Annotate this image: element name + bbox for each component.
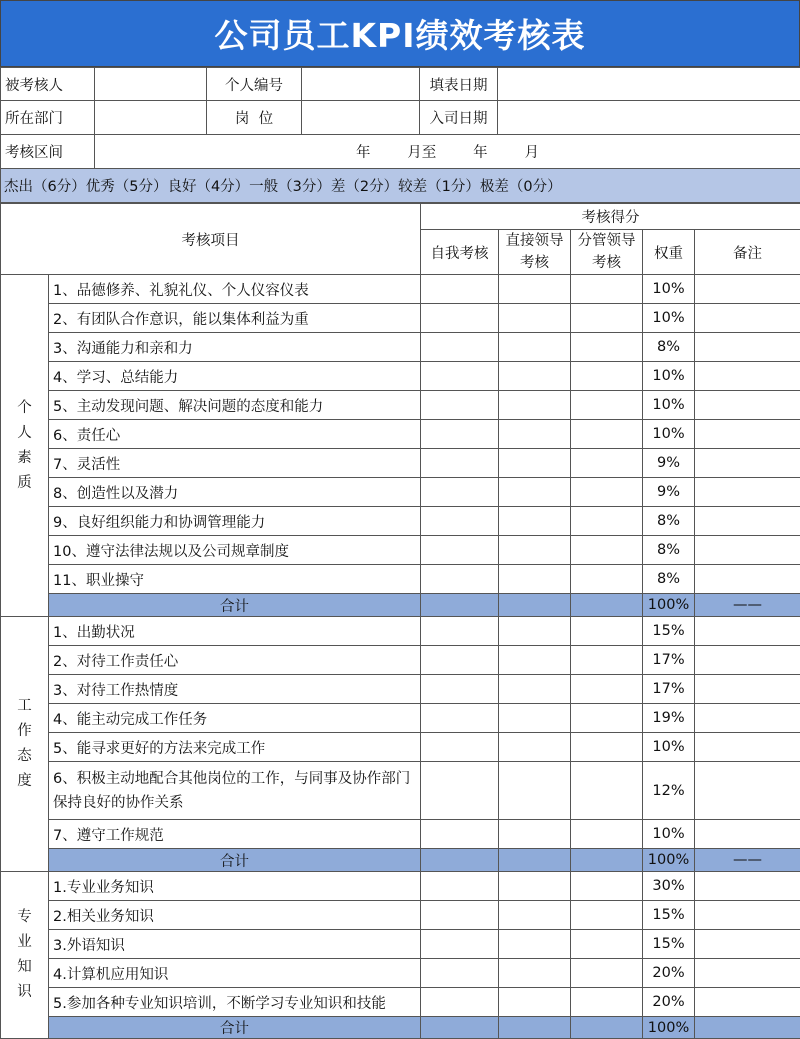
self-score-cell[interactable] [421, 675, 499, 704]
self-score-cell[interactable] [421, 362, 499, 391]
total-score-cell [571, 1017, 643, 1039]
direct-score-cell[interactable] [499, 391, 571, 420]
self-score-cell[interactable] [421, 304, 499, 333]
self-score-cell[interactable] [421, 901, 499, 930]
total-score-cell [421, 1017, 499, 1039]
table-row [1, 762, 800, 820]
join-date-field[interactable] [498, 101, 800, 135]
branch-score-cell[interactable] [571, 507, 643, 536]
weight-cell: 10% [643, 733, 695, 762]
weight-cell: 8% [643, 507, 695, 536]
item-text: 1、出勤状况 [49, 617, 421, 646]
self-score-cell[interactable] [421, 820, 499, 849]
table-row [1, 675, 800, 704]
total-score-cell [499, 1017, 571, 1039]
direct-score-cell[interactable] [499, 901, 571, 930]
total-remark: —— [695, 594, 800, 617]
item-text: 1、品德修养、礼貌礼仪、个人仪容仪表 [49, 275, 421, 304]
branch-score-cell[interactable] [571, 617, 643, 646]
branch-score-cell[interactable] [571, 391, 643, 420]
section-name: 个 人 素 质 [1, 275, 49, 617]
section-name: 专 业 知 识 [1, 872, 49, 1039]
item-text: 2、有团队合作意识，能以集体利益为重 [49, 304, 421, 333]
branch-score-cell[interactable] [571, 565, 643, 594]
remark-cell[interactable] [695, 449, 800, 478]
header-direct: 直接领导考核 [499, 230, 571, 275]
weight-cell: 9% [643, 449, 695, 478]
self-score-cell[interactable] [421, 733, 499, 762]
remark-cell[interactable] [695, 959, 800, 988]
remark-cell[interactable] [695, 275, 800, 304]
total-remark: —— [695, 849, 800, 872]
remark-cell[interactable] [695, 617, 800, 646]
branch-score-cell[interactable] [571, 901, 643, 930]
total-score-cell [499, 594, 571, 617]
remark-cell[interactable] [695, 507, 800, 536]
self-score-cell[interactable] [421, 872, 499, 901]
direct-score-cell[interactable] [499, 478, 571, 507]
header-score-group: 考核得分 [421, 204, 800, 230]
employee-no-field[interactable] [302, 68, 420, 101]
branch-score-cell[interactable] [571, 536, 643, 565]
weight-cell: 8% [643, 536, 695, 565]
self-score-cell[interactable] [421, 565, 499, 594]
table-row [1, 959, 800, 988]
table-row [1, 820, 800, 849]
table-row [1, 362, 800, 391]
table-row [1, 872, 800, 901]
direct-score-cell[interactable] [499, 675, 571, 704]
fill-date-label: 填表日期 [420, 68, 498, 101]
weight-cell: 17% [643, 646, 695, 675]
weight-cell: 17% [643, 675, 695, 704]
direct-score-cell[interactable] [499, 420, 571, 449]
remark-cell[interactable] [695, 704, 800, 733]
weight-cell: 20% [643, 988, 695, 1017]
table-row [1, 391, 800, 420]
info-table [0, 67, 800, 203]
item-text: 3、沟通能力和亲和力 [49, 333, 421, 362]
item-text: 5.参加各种专业知识培训，不断学习专业知识和技能 [49, 988, 421, 1017]
self-score-cell[interactable] [421, 275, 499, 304]
item-text: 11、职业操守 [49, 565, 421, 594]
branch-score-cell[interactable] [571, 449, 643, 478]
branch-score-cell[interactable] [571, 988, 643, 1017]
remark-cell[interactable] [695, 304, 800, 333]
header-self: 自我考核 [421, 230, 499, 275]
total-score-cell [499, 849, 571, 872]
item-text: 3、对待工作热情度 [49, 675, 421, 704]
table-row [1, 617, 800, 646]
direct-score-cell[interactable] [499, 275, 571, 304]
branch-score-cell[interactable] [571, 872, 643, 901]
remark-cell[interactable] [695, 733, 800, 762]
table-row [1, 275, 800, 304]
weight-cell: 10% [643, 420, 695, 449]
weight-cell: 8% [643, 565, 695, 594]
total-weight: 100% [643, 849, 695, 872]
table-row [1, 733, 800, 762]
branch-score-cell[interactable] [571, 420, 643, 449]
direct-score-cell[interactable] [499, 959, 571, 988]
self-score-cell[interactable] [421, 391, 499, 420]
remark-cell[interactable] [695, 565, 800, 594]
self-score-cell[interactable] [421, 988, 499, 1017]
score-scale-legend: 杰出（6分）优秀（5分）良好（4分）一般（3分）差（2分）较差（1分）极差（0分） [1, 169, 800, 203]
self-score-cell[interactable] [421, 478, 499, 507]
item-text: 10、遵守法律法规以及公司规章制度 [49, 536, 421, 565]
direct-score-cell[interactable] [499, 536, 571, 565]
self-score-cell[interactable] [421, 449, 499, 478]
total-weight: 100% [643, 1017, 695, 1039]
total-score-cell [421, 849, 499, 872]
examinee-field[interactable] [95, 68, 207, 101]
item-text: 7、遵守工作规范 [49, 820, 421, 849]
self-score-cell[interactable] [421, 507, 499, 536]
section-name: 工 作 态 度 [1, 617, 49, 872]
self-score-cell[interactable] [421, 762, 499, 820]
remark-cell[interactable] [695, 536, 800, 565]
total-label: 合计 [49, 594, 421, 617]
self-score-cell[interactable] [421, 617, 499, 646]
weight-cell: 15% [643, 930, 695, 959]
branch-score-cell[interactable] [571, 704, 643, 733]
table-row [1, 478, 800, 507]
remark-cell[interactable] [695, 362, 800, 391]
weight-cell: 8% [643, 333, 695, 362]
remark-cell[interactable] [695, 391, 800, 420]
fill-date-field[interactable] [498, 68, 800, 101]
join-date-label: 入司日期 [420, 101, 498, 135]
table-row [1, 565, 800, 594]
direct-score-cell[interactable] [499, 449, 571, 478]
remark-cell[interactable] [695, 820, 800, 849]
position-field[interactable] [302, 101, 420, 135]
table-row [1, 449, 800, 478]
table-row [1, 507, 800, 536]
total-label: 合计 [49, 849, 421, 872]
remark-cell[interactable] [695, 872, 800, 901]
weight-cell: 15% [643, 901, 695, 930]
branch-score-cell[interactable] [571, 762, 643, 820]
table-row [1, 988, 800, 1017]
direct-score-cell[interactable] [499, 930, 571, 959]
period-field[interactable]: 年 月至 年 月 [95, 135, 800, 169]
item-text: 5、主动发现问题、解决问题的态度和能力 [49, 391, 421, 420]
weight-cell: 12% [643, 762, 695, 820]
total-remark [695, 1017, 800, 1039]
header-item: 考核项目 [1, 204, 421, 275]
total-score-cell [571, 849, 643, 872]
remark-cell[interactable] [695, 988, 800, 1017]
branch-score-cell[interactable] [571, 304, 643, 333]
direct-score-cell[interactable] [499, 820, 571, 849]
item-text: 2、对待工作责任心 [49, 646, 421, 675]
remark-cell[interactable] [695, 646, 800, 675]
weight-cell: 9% [643, 478, 695, 507]
position-label: 岗 位 [207, 101, 302, 135]
direct-score-cell[interactable] [499, 872, 571, 901]
total-score-cell [571, 594, 643, 617]
direct-score-cell[interactable] [499, 704, 571, 733]
total-score-cell [421, 594, 499, 617]
header-remark: 备注 [695, 230, 800, 275]
examinee-label: 被考核人 [1, 68, 95, 101]
self-score-cell[interactable] [421, 704, 499, 733]
item-text: 9、良好组织能力和协调管理能力 [49, 507, 421, 536]
total-label: 合计 [49, 1017, 421, 1039]
item-text: 4.计算机应用知识 [49, 959, 421, 988]
direct-score-cell[interactable] [499, 617, 571, 646]
table-row [1, 646, 800, 675]
remark-cell[interactable] [695, 333, 800, 362]
direct-score-cell[interactable] [499, 646, 571, 675]
weight-cell: 19% [643, 704, 695, 733]
branch-score-cell[interactable] [571, 675, 643, 704]
page-title: 公司员工KPI绩效考核表 [0, 0, 800, 67]
dept-field[interactable] [95, 101, 207, 135]
total-row [1, 594, 800, 617]
total-row [1, 849, 800, 872]
direct-score-cell[interactable] [499, 362, 571, 391]
remark-cell[interactable] [695, 675, 800, 704]
kpi-table [0, 203, 800, 1039]
weight-cell: 10% [643, 304, 695, 333]
weight-cell: 10% [643, 275, 695, 304]
item-text: 3.外语知识 [49, 930, 421, 959]
table-row [1, 704, 800, 733]
item-text: 6、积极主动地配合其他岗位的工作，与同事及协作部门保持良好的协作关系 [49, 762, 421, 820]
self-score-cell[interactable] [421, 930, 499, 959]
weight-cell: 10% [643, 820, 695, 849]
table-row [1, 333, 800, 362]
item-text: 6、责任心 [49, 420, 421, 449]
self-score-cell[interactable] [421, 959, 499, 988]
remark-cell[interactable] [695, 930, 800, 959]
remark-cell[interactable] [695, 478, 800, 507]
employee-no-label: 个人编号 [207, 68, 302, 101]
branch-score-cell[interactable] [571, 733, 643, 762]
direct-score-cell[interactable] [499, 304, 571, 333]
direct-score-cell[interactable] [499, 565, 571, 594]
header-branch: 分管领导考核 [571, 230, 643, 275]
table-row [1, 930, 800, 959]
item-text: 5、能寻求更好的方法来完成工作 [49, 733, 421, 762]
weight-cell: 30% [643, 872, 695, 901]
remark-cell[interactable] [695, 420, 800, 449]
item-text: 4、能主动完成工作任务 [49, 704, 421, 733]
branch-score-cell[interactable] [571, 930, 643, 959]
item-text: 2.相关业务知识 [49, 901, 421, 930]
direct-score-cell[interactable] [499, 762, 571, 820]
branch-score-cell[interactable] [571, 333, 643, 362]
direct-score-cell[interactable] [499, 733, 571, 762]
item-text: 7、灵活性 [49, 449, 421, 478]
self-score-cell[interactable] [421, 420, 499, 449]
self-score-cell[interactable] [421, 646, 499, 675]
table-row [1, 536, 800, 565]
period-label: 考核区间 [1, 135, 95, 169]
item-text: 4、学习、总结能力 [49, 362, 421, 391]
branch-score-cell[interactable] [571, 820, 643, 849]
table-row [1, 420, 800, 449]
branch-score-cell[interactable] [571, 646, 643, 675]
table-row [1, 901, 800, 930]
branch-score-cell[interactable] [571, 478, 643, 507]
branch-score-cell[interactable] [571, 275, 643, 304]
direct-score-cell[interactable] [499, 507, 571, 536]
branch-score-cell[interactable] [571, 362, 643, 391]
self-score-cell[interactable] [421, 536, 499, 565]
total-row [1, 1017, 800, 1039]
dept-label: 所在部门 [1, 101, 95, 135]
weight-cell: 15% [643, 617, 695, 646]
item-text: 1.专业业务知识 [49, 872, 421, 901]
branch-score-cell[interactable] [571, 959, 643, 988]
direct-score-cell[interactable] [499, 988, 571, 1017]
remark-cell[interactable] [695, 762, 800, 820]
weight-cell: 10% [643, 362, 695, 391]
self-score-cell[interactable] [421, 333, 499, 362]
item-text: 8、创造性以及潜力 [49, 478, 421, 507]
table-row [1, 304, 800, 333]
weight-cell: 10% [643, 391, 695, 420]
weight-cell: 20% [643, 959, 695, 988]
total-weight: 100% [643, 594, 695, 617]
header-weight: 权重 [643, 230, 695, 275]
remark-cell[interactable] [695, 901, 800, 930]
direct-score-cell[interactable] [499, 333, 571, 362]
